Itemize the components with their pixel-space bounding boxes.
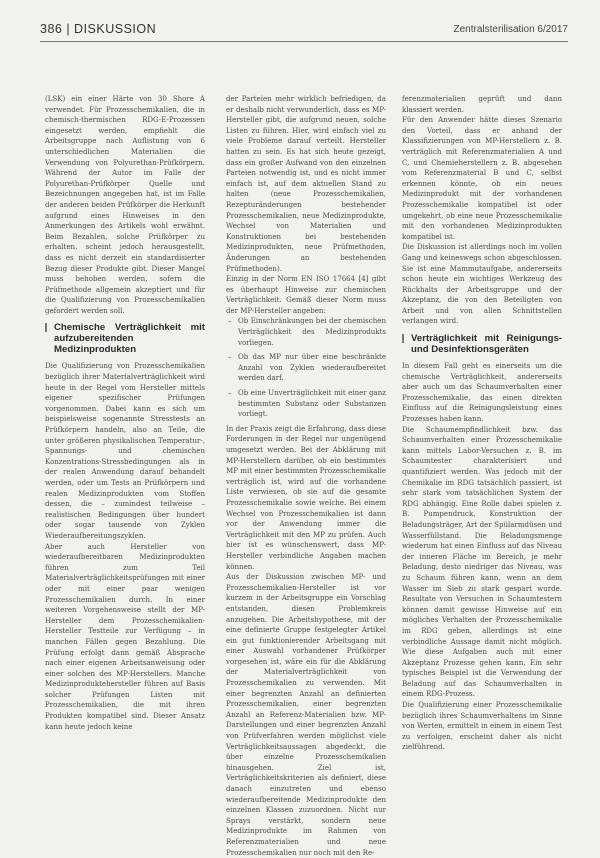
heading-marker (45, 323, 47, 332)
heading-text: Verträglichkeit mit Reinigungs- und Desinfektionsgeräten (411, 333, 562, 356)
page-header (40, 22, 568, 42)
requirements-list (226, 316, 386, 419)
paragraph: Aber auch Hersteller von wiederaufbereitbaren Medizinprodukten führen zum Teil Materialverträglichkeitsprüfungen mit einer oder mit einer paar wenigen Prozesschemikalien durch. In einer weiteren Vorgehensweise stellt der MP-Hersteller dem Prozesschemikalien-Hersteller Testteile zur Verfügung – in manchen Fällen gegen Bezahlung. Die Prüfung erfolgt dann gemäß Absprache nach einer eigenen Arbeitsanweisung oder einer solchen des MP-Herstellers. Manche Medizinproduktehersteller führen auf Basis solcher Prüfungen Listen mit Prozesschemikalien, die mit ihren Produkten kompatibel sind. Dieser Ansatz kann heute jedoch keine (45, 541, 205, 731)
paragraph: (LSK) ein einer Härte von 30 Shore A verwendet. Für Prozesschemikalien, die in chemisch-thermischen RDG-E-Prozessen eingesetzt werden, empfiehlt die Arbeitsgruppe nach Auflistung von 6 unterschiedlichen Materialien die Verwendung von Polyurethan-Prüfkörpern. Während der Autor im Falle der Polyurethan-Prüfkörper Quelle und Bezeichnungen angegeben hat, ist im Falle der anderen beiden Prüfkörper die Herkunft aufgrund eines Hinweises in den Anmerkungen des Artikels wohl erwähnt. Beim Bezahlen, solche Prüfkörper zu erhalten, scheint jedoch herausgestellt, dass es nicht derzeit ein standardisierter Bezug dieser Produkte gibt. Dieser Mangel muss behoben werden, sofern die Prüfmethode allgemein akzeptiert und für die Qualifizierung von Prozesschemikalien gefordert werden soll. (45, 94, 205, 315)
page-number-section: 386 | DISKUSSION (40, 22, 157, 36)
list-item: – Ob das MP nur über eine beschränkte Anzahl von Zyklen wiederaufbereitet werden darf. (236, 352, 386, 384)
paragraph: In diesem Fall geht es einerseits um die chemische Verträglichkeit, andererseits aber auch um das Schaumverhalten einer Prozesschemikalie, das einen direkten Einfluss auf die Reinigungsleistung eines Prozesses haben kann. (402, 361, 562, 424)
text-column-3 (402, 94, 562, 829)
paragraph: Für den Anwender hätte dieses Szenario den Vorteil, dass er anhand der Klassifizierungen von MP-Herstellern z. B. verträglich mit Referenzmaterialien A und C, und Chemieherstellern z. B. abgesehen vom Referenzmaterial B und C, selbst erkennen könnte, ob ein neues Medizinprodukt mit der vorhandenen Prozesschemikalie kompatibel ist oder umgekehrt, ob eine neue Prozesschemikalie mit den vorhandenen Medizinprodukten kompatibel ist. (402, 115, 562, 241)
section-heading-chemical-compatibility (45, 322, 205, 355)
heading-text: Chemische Verträglichkeit mit aufzubereitenden Medizinprodukten (54, 322, 205, 356)
list-item: – Ob eine Unverträglichkeit mit einer ganz bestimmten Substanz oder Substanzen vorliegt. (236, 388, 386, 420)
paragraph: Aus der Diskussion zwischen MP- und Prozesschemikalien-Hersteller ist vor kurzem in der Arbeitsgruppe ein Vorschlag entstanden, diesen Problemkreis anzugehen. Die Arbeitshypothese, mit der eine definierte Gruppe festgelegter Artikel ein gut funktionierender Arbeitsgang mit einer Auswahl vorhandener Prüfkörper vorgesehen ist, wäre ein für die Abklärung der Materialverträglichkeit von Prozesschemikalien zu verwenden. Mit einer begrenzten Anzahl an definierten Prozesschemikalien, einer begrenzten Anzahl an Referenz-Materialien bzw. MP-Darstellungen und einer begrenzten Anzahl von Prüfverfahren werden möglichst viele Verträglichkeitsaussagen abgedeckt, die über einzelne Prozesschemikalien hinausgehen. Ziel ist, Verträglichkeitskriterien als definiert, diese danach einzutreten und ebenso wiederaufbereitende Medizinprodukte den einzelnen Klassen zuzuordnen. Nicht nur Sprays verstärkt, sondern neue Medizinprodukte im Rahmen von Referenzmaterialien und neue Prozesschemikalien nur noch mit den Re- (226, 572, 386, 857)
paragraph: Einzig in der Norm EN ISO 17664 [4] gibt es überhaupt Hinweise zur chemischen Verträglichkeit. Gemäß dieser Norm muss der MP-Hersteller angeben: (226, 274, 386, 315)
journal-issue: Zentralsterilisation 6/2017 (453, 24, 568, 35)
paragraph: ferenzmaterialien geprüft und dann klassiert werden. (402, 94, 562, 114)
paragraph: Die Schaumempfindlichkeit bzw. das Schaumverhalten einer Prozesschemikalie kann mittels Labor-Versuchen z. B. im Schaumtester charakterisiert und quantifiziert werden. Was jedoch mit der Chemikalie im RDG tatsächlich passiert, ist sehr stark vom tatsächlichen System der RDG abhängig. Eine Rolle dabei spielen z. B. Pumpendruck, Konstruktion der Beladungsträger, Art der Spülarmdüsen und Wasserfüllstand. Die Beladungsmenge wiederum hat einen Einfluss auf das Niveau der inneren Fläche im Bereich, je mehr Beladung, desto niedriger das Niveau, was zu Schaum führen kann, wenn an dem Wasser im Sieb zu stark gespart wurde. Resultate von Versuchen in Schaumtestern können damit gewisse Hinweise auf ein mögliches Verhalten der Prozesschemikalie im RDG geben, allerdings ist eine verbindliche Aussage damit nicht möglich. Wie diese Aufgaben auch mit einer Akzeptanz Prozesse gehen kann, Ein sehr typisches Beispiel ist die Verwendung der Beladung auf das Schaumverhalten in einem RDG-Prozess. (402, 424, 562, 699)
paragraph: Die Qualifizierung von Prozesschemikalien bezüglich ihrer Materialverträglichkeit wird heute in der Regel vom Hersteller mittels eigener spezifischer Prüfungen vorgenommen. Dabei kann es sich um beispielsweise sogenannte Stresstests an Prüfkörpern handeln, also an Teile, die unter größeren physikalischen Temperatur-, Spannungs- und chemischen Konzentrations-Stressbedingungen als in der realen Anwendung darauf behandelt werden, oder um Tests an Prüfkörpern und realen Medizinprodukten vom Stoffen dessen, die – zumindest teilweise – realistischen Bedingungen über hundert oder sogar tausende von Zyklen Wiederaufbereitungszyklen. (45, 361, 205, 540)
text-column-2 (226, 94, 386, 857)
header-rule (40, 41, 568, 42)
paragraph: In der Praxis zeigt die Erfahrung, dass diese Forderungen in der Regel nur ungenügend umgesetzt werden. Bei der Abklärung mit MP-Herstellern darüber, ob ein bestimmtes MP mit einer bestimmten Prozesschemikalie verträglich ist, wird auf die vorhandene Liste verwiesen, ob sie auf die gesamte Prozesschemikalie sowie welche. Bei einem Wechsel von Prozesschemikalien ist dann vor der Anwendung immer die Verträglichkeit mit den MP zu prüfen. Auch hier ist es wünschenswert, dass MP-Hersteller verbindliche Angaben machen können. (226, 423, 386, 571)
list-item: – Ob Einschränkungen bei der chemischen Verträglichkeit des Medizinprodukts vorliegen. (236, 316, 386, 348)
paragraph: Die Diskussion ist allerdings noch im vollen Gang und keineswegs schon abgeschlossen. Sie ist eine Mammutaufgabe, andererseits schon heute ein wichtiges Werkzeug des Rückhalts der Arbeitsgruppe und der Akzeptanz, die von den Beteiligten von Arbeit und von allen Schnittstellen verlangen wird. (402, 242, 562, 326)
paragraph: der Parteien mehr wirklich befriedigen, da er deshalb nicht verwunderlich, dass es MP-Hersteller gibt, die aufgrund neuen, solche Listen zu führen. Hier, wird einfach viel zu viele Probleme darauf verteilt. Hersteller hatten zu sein. Es hat sich heute gezeigt, dass ein großer Aufwand von den einzelnen Parteien notwendig ist, und es nicht immer einfach ist, auf dem aktuellen Stand zu halten (neue Prozesschemikalien, Rezepturänderungen bestehender Prozesschemikalien, neue Medizinprodukte, Wechsel von Materialien und Konstruktionen bei bestehenden Medizinprodukten, neue Prüfmethoden, Änderungen an bestehenden Prüfmethoden). (226, 94, 386, 273)
text-column-1 (45, 94, 205, 829)
heading-marker (402, 334, 404, 343)
section-heading-washer-compatibility (402, 333, 562, 355)
paragraph: Die Qualifizierung einer Prozesschemikalie bezüglich ihres Schaumverhaltens im Sinne von Werten, ermittelt in einem in einem Test zu verfolgen, erscheint daher als nicht zielführend. (402, 700, 562, 752)
